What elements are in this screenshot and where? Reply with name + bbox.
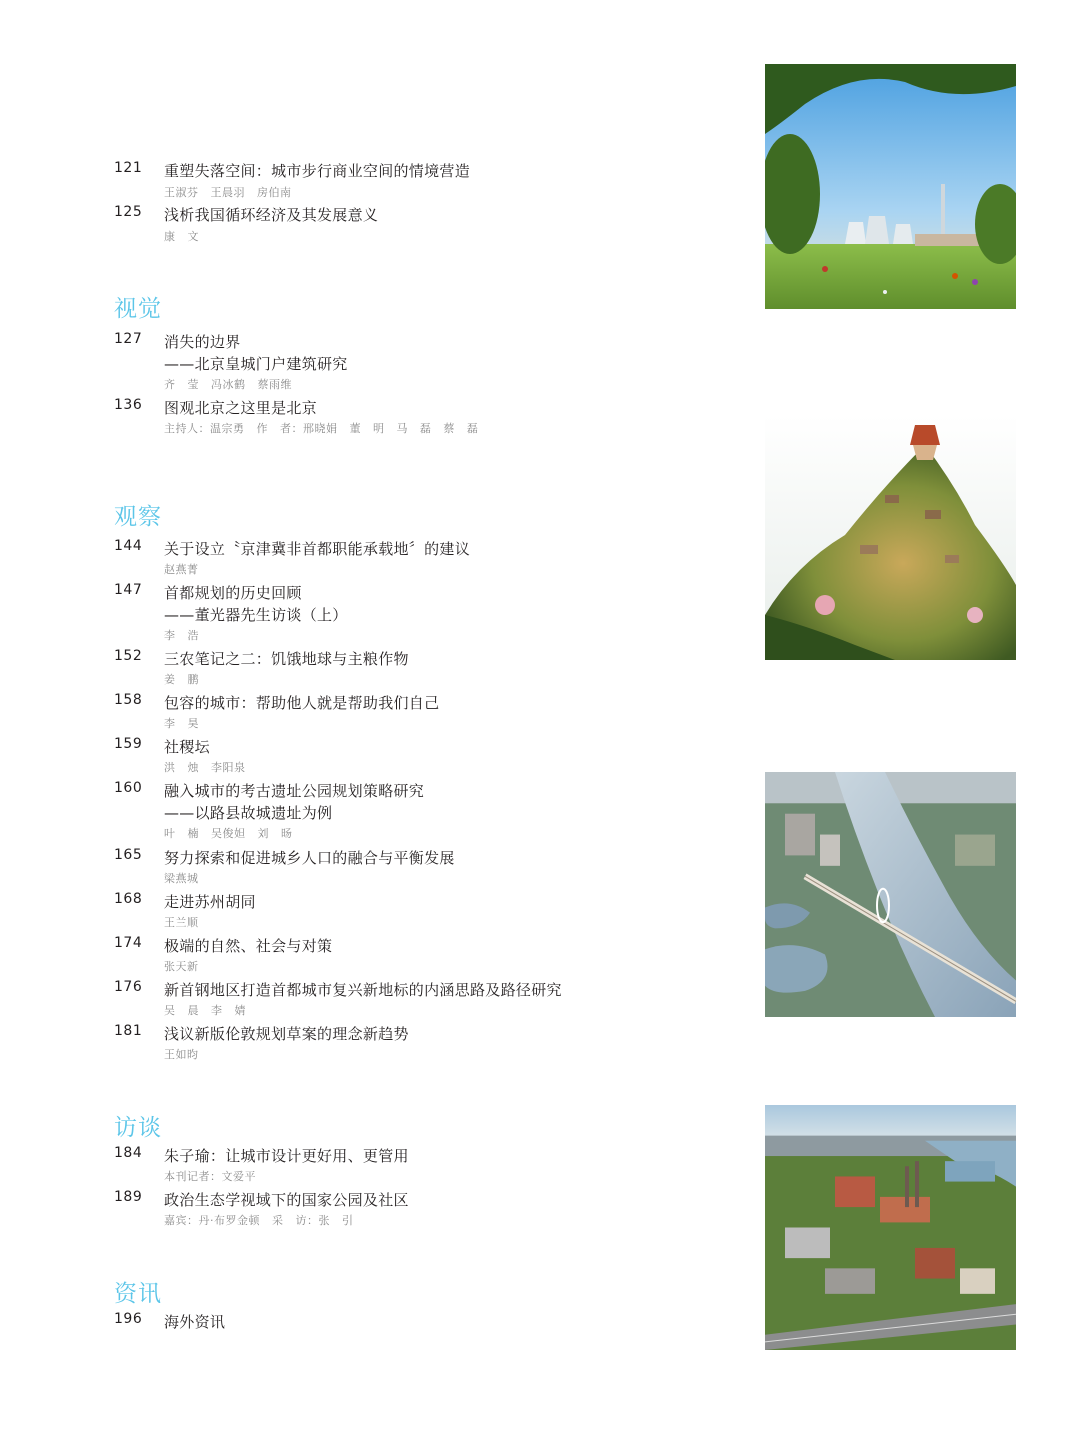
article-title: 重塑失落空间：城市步行商业空间的情境营造: [164, 162, 471, 180]
page-number: 181: [114, 1023, 143, 1039]
page-number: 159: [114, 736, 143, 752]
article-title: 朱子瑜：让城市设计更好用、更管用: [164, 1147, 409, 1165]
article-authors: 王淑芬 王晨羽 房伯南: [164, 186, 292, 199]
article-authors: 齐 莹 冯冰鹤 蔡雨维: [164, 378, 292, 391]
park-photo: [765, 64, 1016, 309]
page-number: 152: [114, 648, 143, 664]
article-authors: 姜 鹏: [164, 673, 199, 686]
article-title: 走进苏州胡同: [164, 893, 256, 911]
article-title: 图观北京之这里是北京: [164, 399, 318, 417]
article-title: 包容的城市：帮助他人就是帮助我们自己: [164, 694, 440, 712]
page-number: 144: [114, 538, 143, 554]
article-authors: 叶 楠 吴俊妲 刘 旸: [164, 827, 293, 840]
article-authors: 赵燕菁: [164, 563, 199, 576]
page-number: 158: [114, 692, 143, 708]
page-number: 174: [114, 935, 143, 951]
article-authors: 洪 烛 李阳泉: [164, 761, 246, 774]
page-number: 196: [114, 1311, 143, 1327]
page-number: 160: [114, 780, 143, 796]
article-subtitle: ——以路县故城遗址为例: [164, 804, 333, 822]
article-authors: 王兰顺: [164, 916, 199, 929]
article-authors: 李 昊: [164, 717, 199, 730]
article-title: 浅议新版伦敦规划草案的理念新趋势: [164, 1025, 409, 1043]
article-subtitle: ——董光器先生访谈（上）: [164, 606, 348, 624]
article-title: 社稷坛: [164, 738, 210, 756]
article-authors: 李 浩: [164, 629, 199, 642]
article-authors: 主持人：温宗勇 作 者：邢晓娟 董 明 马 磊 蔡 磊: [164, 422, 479, 435]
river-bridge-photo: [765, 772, 1016, 1017]
article-authors: 梁燕城: [164, 872, 199, 885]
page-number: 136: [114, 397, 143, 413]
page-number: 147: [114, 582, 143, 598]
industrial-district-photo: [765, 1105, 1016, 1350]
section-title-observe: 观察: [114, 504, 162, 530]
article-title: 努力探索和促进城乡人口的融合与平衡发展: [164, 849, 455, 867]
page-number: 168: [114, 891, 143, 907]
article-authors: 本刊记者：文爱平: [164, 1170, 256, 1183]
page-number: 165: [114, 847, 143, 863]
article-title: 关于设立〝京津冀非首都职能承载地〞的建议: [164, 540, 471, 558]
article-title: 新首钢地区打造首都城市复兴新地标的内涵思路及路径研究: [164, 981, 562, 999]
article-title: 三农笔记之二：饥饿地球与主粮作物: [164, 650, 409, 668]
section-title-interview: 访谈: [114, 1115, 162, 1141]
article-title: 极端的自然、社会与对策: [164, 937, 333, 955]
article-title: 消失的边界: [164, 333, 241, 351]
page-number: 189: [114, 1189, 143, 1205]
article-title: 首都规划的历史回顾: [164, 584, 302, 602]
page-number: 176: [114, 979, 143, 995]
article-subtitle: ——北京皇城门户建筑研究: [164, 355, 348, 373]
article-title: 政治生态学视域下的国家公园及社区: [164, 1191, 409, 1209]
section-title-news: 资讯: [114, 1281, 162, 1307]
article-title: 融入城市的考古遗址公园规划策略研究: [164, 782, 425, 800]
article-authors: 王如昀: [164, 1048, 199, 1061]
page-number: 125: [114, 204, 143, 220]
page-number: 127: [114, 331, 143, 347]
section-title-visual: 视觉: [114, 296, 162, 322]
article-title: 海外资讯: [164, 1313, 226, 1331]
page-number: 121: [114, 160, 143, 176]
article-authors: 张天新: [164, 960, 199, 973]
article-authors: 嘉宾：丹·布罗金顿 采 访：张 引: [164, 1214, 354, 1227]
page-number: 184: [114, 1145, 143, 1161]
article-title: 浅析我国循环经济及其发展意义: [164, 206, 379, 224]
article-authors: 康 文: [164, 230, 199, 243]
article-authors: 吴 晨 李 婧: [164, 1004, 246, 1017]
pagoda-photo: [765, 415, 1016, 660]
